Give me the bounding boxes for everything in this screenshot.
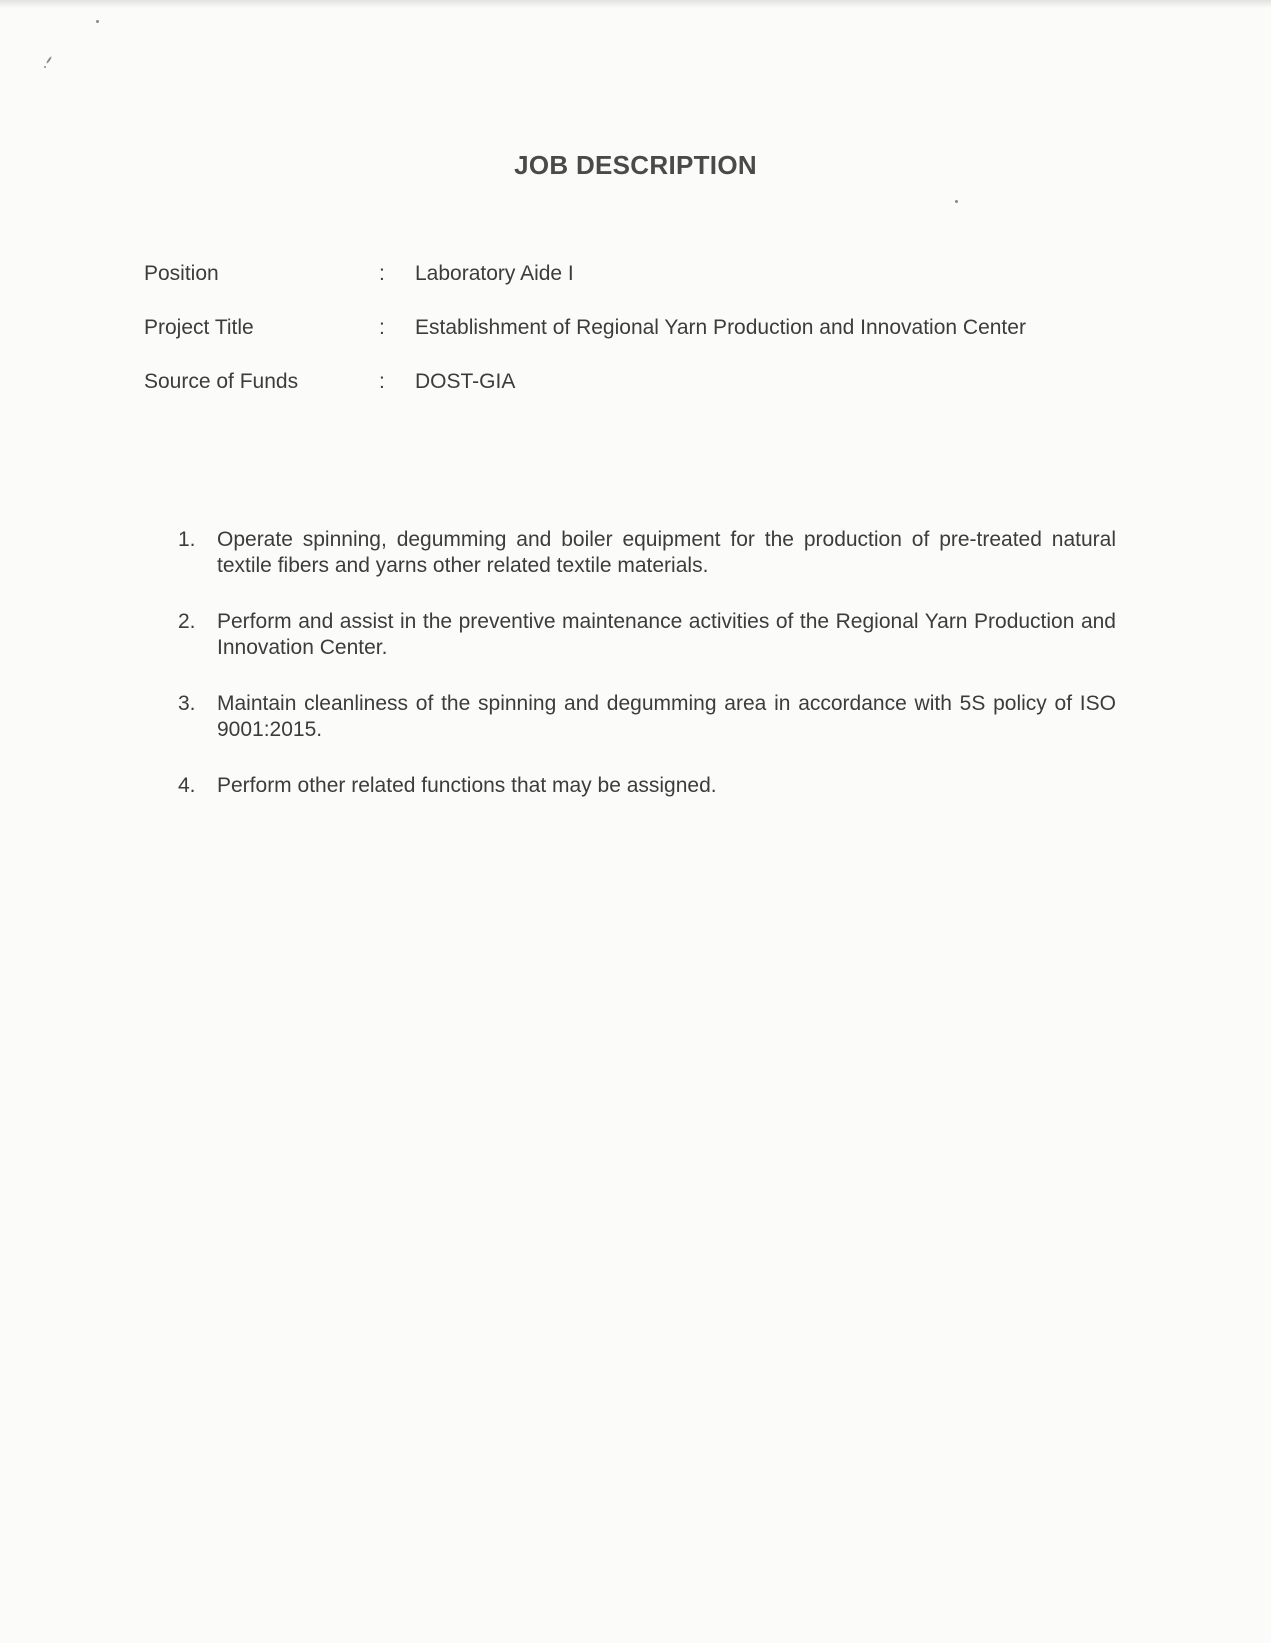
info-row-source-of-funds <box>144 370 1144 424</box>
scan-speck <box>955 200 958 203</box>
info-label: Project Title <box>144 316 254 339</box>
scan-edge-shadow <box>0 0 1271 8</box>
list-item-number: 2. <box>178 610 196 633</box>
page-title: JOB DESCRIPTION <box>514 150 757 180</box>
info-separator: : <box>379 262 385 285</box>
list-item-text: Perform and assist in the preventive maintenance activities of the Regional Yarn Production and Innovation Center. <box>217 610 1116 659</box>
scan-speck <box>44 66 46 68</box>
info-separator: : <box>379 370 385 393</box>
info-label: Source of Funds <box>144 370 299 393</box>
scan-speck <box>96 20 99 23</box>
list-item <box>178 527 1116 579</box>
info-row-project-title <box>144 316 1144 370</box>
info-row-position <box>144 262 1144 316</box>
list-item-text: Perform other related functions that may be assigned. <box>217 774 717 797</box>
list-item <box>178 609 1116 661</box>
list-item-number: 1. <box>178 528 196 551</box>
scan-speck <box>46 56 52 64</box>
info-value: DOST-GIA <box>415 370 516 393</box>
info-label: Position <box>144 262 219 285</box>
list-item-number: 4. <box>178 774 196 797</box>
list-item-text: Maintain cleanliness of the spinning and degumming area in accordance with 5S policy of ISO 9001:2015. <box>217 692 1116 741</box>
info-value: Laboratory Aide I <box>415 262 574 285</box>
list-item-text: Operate spinning, degumming and boiler equipment for the production of pre-treated natural textile fibers and yarns other related textile materials. <box>217 528 1116 577</box>
list-item <box>178 773 1116 799</box>
info-value: Establishment of Regional Yarn Production and Innovation Center <box>415 316 1026 339</box>
job-info-table <box>144 262 1144 424</box>
list-item <box>178 691 1116 743</box>
info-separator: : <box>379 316 385 339</box>
list-item-number: 3. <box>178 692 196 715</box>
duties-list <box>178 527 1116 829</box>
